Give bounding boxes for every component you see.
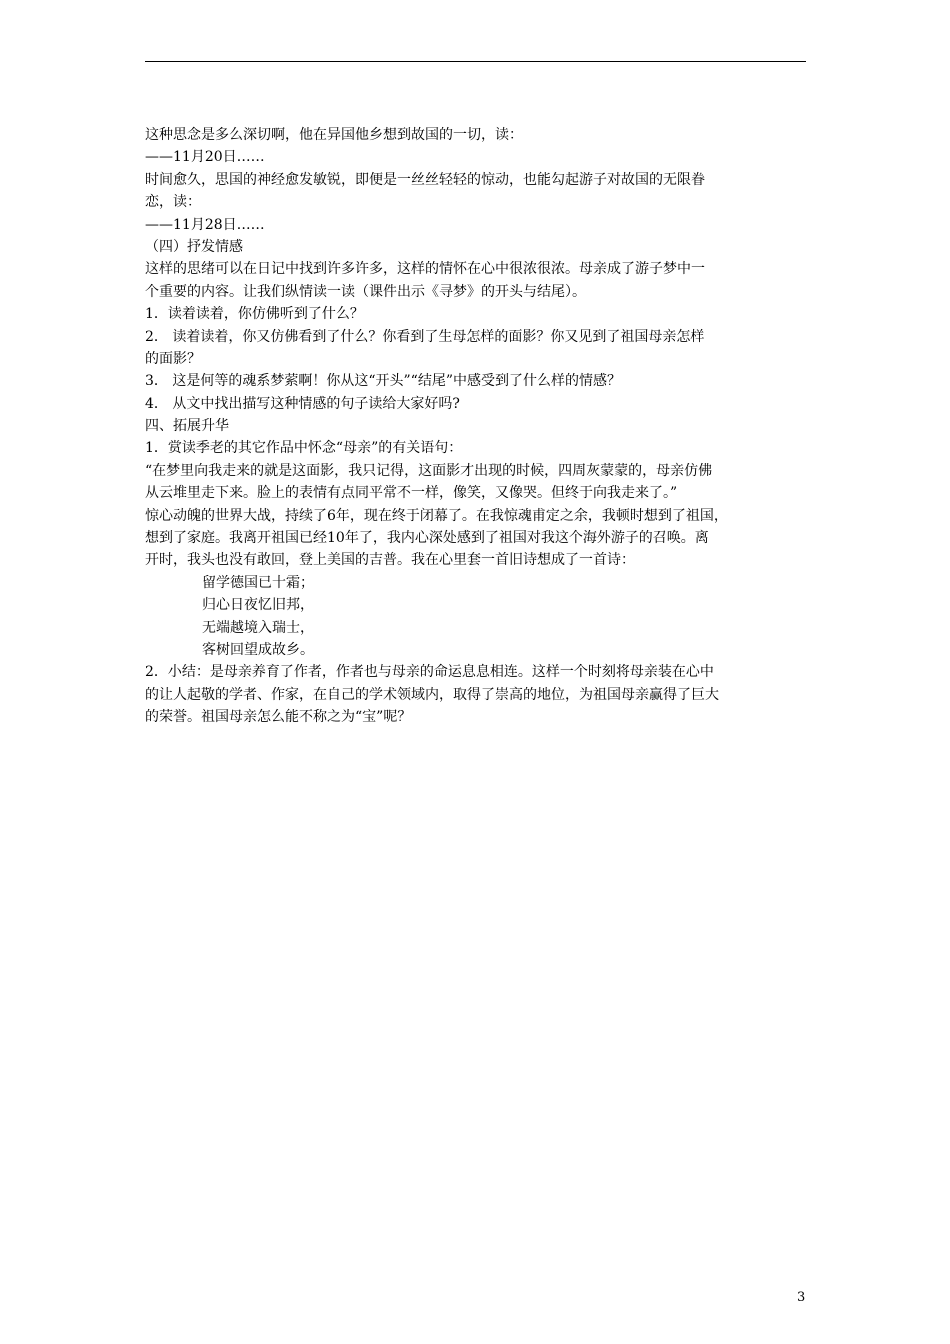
text-line: 时间愈久，思国的神经愈发敏锐，即便是一丝丝轻轻的惊动，也能勾起游子对故国的无限眷 [145,171,705,188]
text-line: 的面影？ [145,350,201,367]
poem-line: 无端越境入瑞士， [202,619,314,636]
poem-line: 客树回望成故乡。 [202,641,314,658]
summary-line: 的让人起敬的学者、作家，在自己的学术领域内，取得了崇高的地位，为祖国母亲赢得了巨大 [145,686,719,703]
quote-line: 从云堆里走下来。脸上的表情有点同平常不一样，像笑，又像哭。但终于向我走来了。” [145,485,678,502]
text-line: 想到了家庭。我离开祖国已经10年了，我内心深处感到了祖国对我这个海外游子的召唤。离 [145,530,709,547]
page-number: 3 [797,1290,806,1305]
section-heading: 四、拓展升华 [145,418,229,435]
poem-line: 留学德国已十霜； [202,574,314,591]
text-line: 1．赏读季老的其它作品中怀念“母亲”的有关语句： [145,440,463,457]
text-line: 这样的思绪可以在日记中找到许多许多，这样的情怀在心中很浓很浓。母亲成了游子梦中一 [145,261,705,278]
question-item: 1．读着读着，你仿佛听到了什么？ [145,306,364,323]
summary-line: 的荣誉。祖国母亲怎么能不称之为“宝”呢？ [145,709,412,726]
header-rule [145,61,806,62]
question-item: 3． 这是何等的魂系梦萦啊！你从这“开头”“结尾”中感受到了什么样的情感？ [145,373,621,390]
section-heading: （四）抒发情感 [145,238,243,255]
text-line: 开时，我头也没有敢回，登上美国的吉普。我在心里套一首旧诗想成了一首诗： [145,552,635,569]
poem-line: 归心日夜忆旧邦， [202,597,314,614]
text-line: ——11月20日…… [145,149,265,166]
text-line: ——11月28日…… [145,216,265,233]
question-item: 4． 从文中找出描写这种情感的句子读给大家好吗? [145,395,460,412]
text-line: 惊心动魄的世界大战，持续了6年，现在终于闭幕了。在我惊魂甫定之余，我顿时想到了祖国， [145,507,728,524]
quote-line: “在梦里向我走来的就是这面影，我只记得，这面影才出现的时候，四周灰蒙蒙的，母亲仿佛 [145,462,713,479]
question-item: 2． 读着读着，你又仿佛看到了什么？你看到了生母怎样的面影？你又见到了祖国母亲怎样 [145,328,705,345]
text-line: 恋，读： [145,194,201,211]
document-body [145,124,807,729]
text-line: 这种思念是多么深切啊，他在异国他乡想到故国的一切，读： [145,127,523,143]
text-line: 个重要的内容。让我们纵情读一读（课件出示《寻梦》的开头与结尾）。 [145,283,586,300]
summary-line: 2．小结：是母亲养育了作者，作者也与母亲的命运息息相连。这样一个时刻将母亲装在心中 [145,664,714,681]
